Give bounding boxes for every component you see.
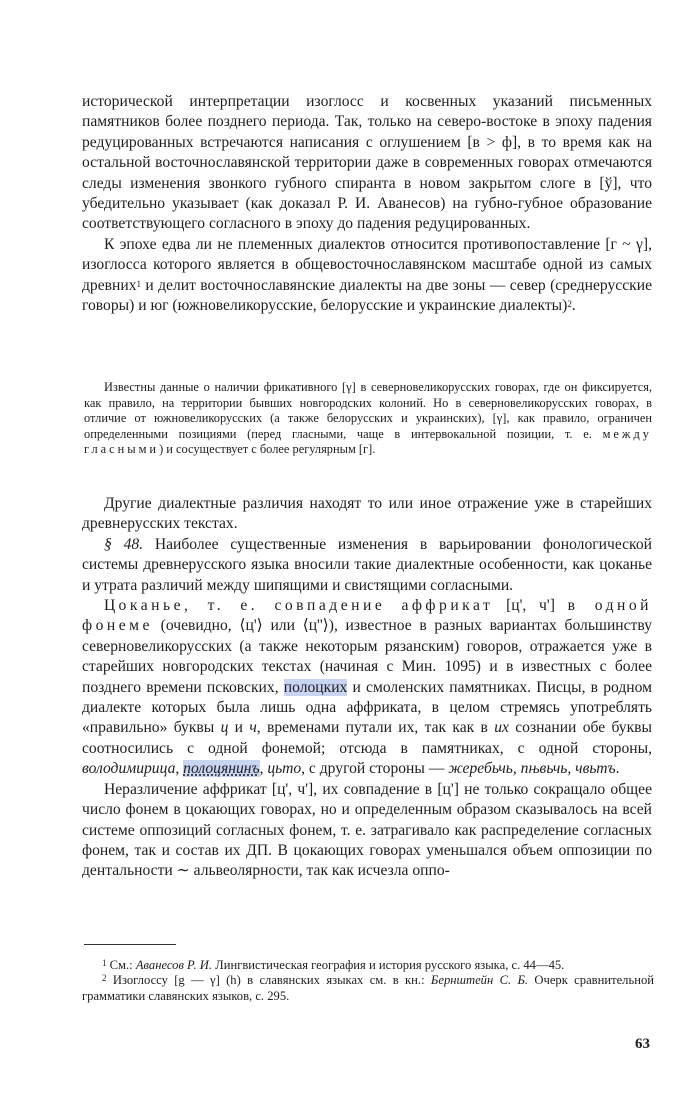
paragraph-4: § 48. Наиболее существенные изменения в варьировании фонологической системы древнерусского языка вносили такие диалектные особенности, как цоканье и утрата различий между шипящими и свистящими согласными. [82, 535, 652, 594]
section-number: § 48. [104, 535, 144, 553]
footnotes [82, 958, 654, 1004]
highlight-polotskikh[interactable]: полоцких [283, 678, 348, 696]
paragraph-5: Цоканье, т. е. совпадение аффрикат [ц', ч'] в одной фонеме (очевидно, ⟨ц'⟩ или ⟨ц''⟩), известное в разных вариантах большинству северновеликорусских (а также некоторым рязанским) говоров, отражается уже в старейших новгородских текстах (начиная с Мин. 1095) и в известных с более позднего времени псковских, полоцких и смоленских памятниках. Писцы, в родном диалекте которых была лишь одна аффриката, в целом стремясь употреблять «правильно» буквы ц и ч, временами путали их, так как в их сознании обе буквы соотносились с одной фонемой; отсюда в памятниках, с одной стороны, володимирица, полоцянинъ, цьто, с другой стороны — жеребьчь, пњвьчь, чвьтъ. [82, 597, 653, 778]
footnote-ref-1[interactable]: 1 [136, 278, 142, 289]
page-number: 63 [635, 1036, 650, 1052]
footnote-1: $^1$ См.: Аванесов Р. И. Лингвистическая география и история русского языка, с. 44—45. [102, 958, 565, 972]
footnote-separator [84, 944, 176, 945]
highlight-polotsyanin[interactable]: полоцянинъ [183, 760, 260, 778]
paragraph-1: исторической интерпретации изоглосс и косвенных указаний письменных памятников более позднего периода. Так, только на северо-востоке в эпоху падения редуцированных встречаются написания с оглушением [в > ф], в то время как на остальной восточнославянской территории даже в современных говорах отмечаются следы изменения звонкого губного спиранта в новом закрытом слоге в [ў], что убедительно указывает (как доказал Р. И. Аванесов) на губно-губное образование соответствующего согласного в эпоху до падения редуцированных. [82, 93, 652, 233]
paragraph-6: Неразличение аффрикат [ц', ч'], их совпадение в [ц'] не только сокращало общее число фонем в цокающих говорах, но и определенным образом сказывалось на всей системе оппозиций согласных фонем, т. е. затрагивало как распределение согласных фонем, так и состав их ДП. В цокающих говорах уменьшался объем оппозиции по дентальности ∼ альвеолярности, так как исчезла оппо- [82, 780, 652, 880]
paragraph-2: К эпохе едва ли не племенных диалектов относится противопоставление [г ~ γ], изоглосса которого является в общевосточнославянском масштабе одной из самых древних$^1$ и делит восточнославянские диалекты на две зоны — север (среднерусские говоры) и юг (южновеликорусские, белорусские и украинские диалекты)$^2$. [82, 235, 652, 315]
text-column-main [82, 92, 652, 316]
footnote-ref-2[interactable]: 2 [567, 299, 572, 310]
text-column-lower [82, 494, 652, 882]
paragraph-3: Другие диалектные различия находят то или иное отражение уже в старейших древнерусских текстах. [82, 495, 652, 533]
footnote-2: $^2$ Изоглоссу [g — γ] (h) в славянских языках см. в кн.: Бернштейн С. Б. Очерк сравнительной грамматики славянских языков, с. 295. [82, 973, 654, 1003]
small-print-note: Известны данные о наличии фрикативного [γ] в северновеликорусских говорах, где он фиксируется, как правило, на территории бывших новгородских колоний. Но в северновеликорусских говорах, в отличие от южновеликорусских (а также белорусских и украинских), [γ], как правило, ограничен определенными позициями (перед гласными, чаще в интервокальной позиции, т. е. между гласными) и сосуществует с более регулярным [г]. [84, 380, 652, 457]
